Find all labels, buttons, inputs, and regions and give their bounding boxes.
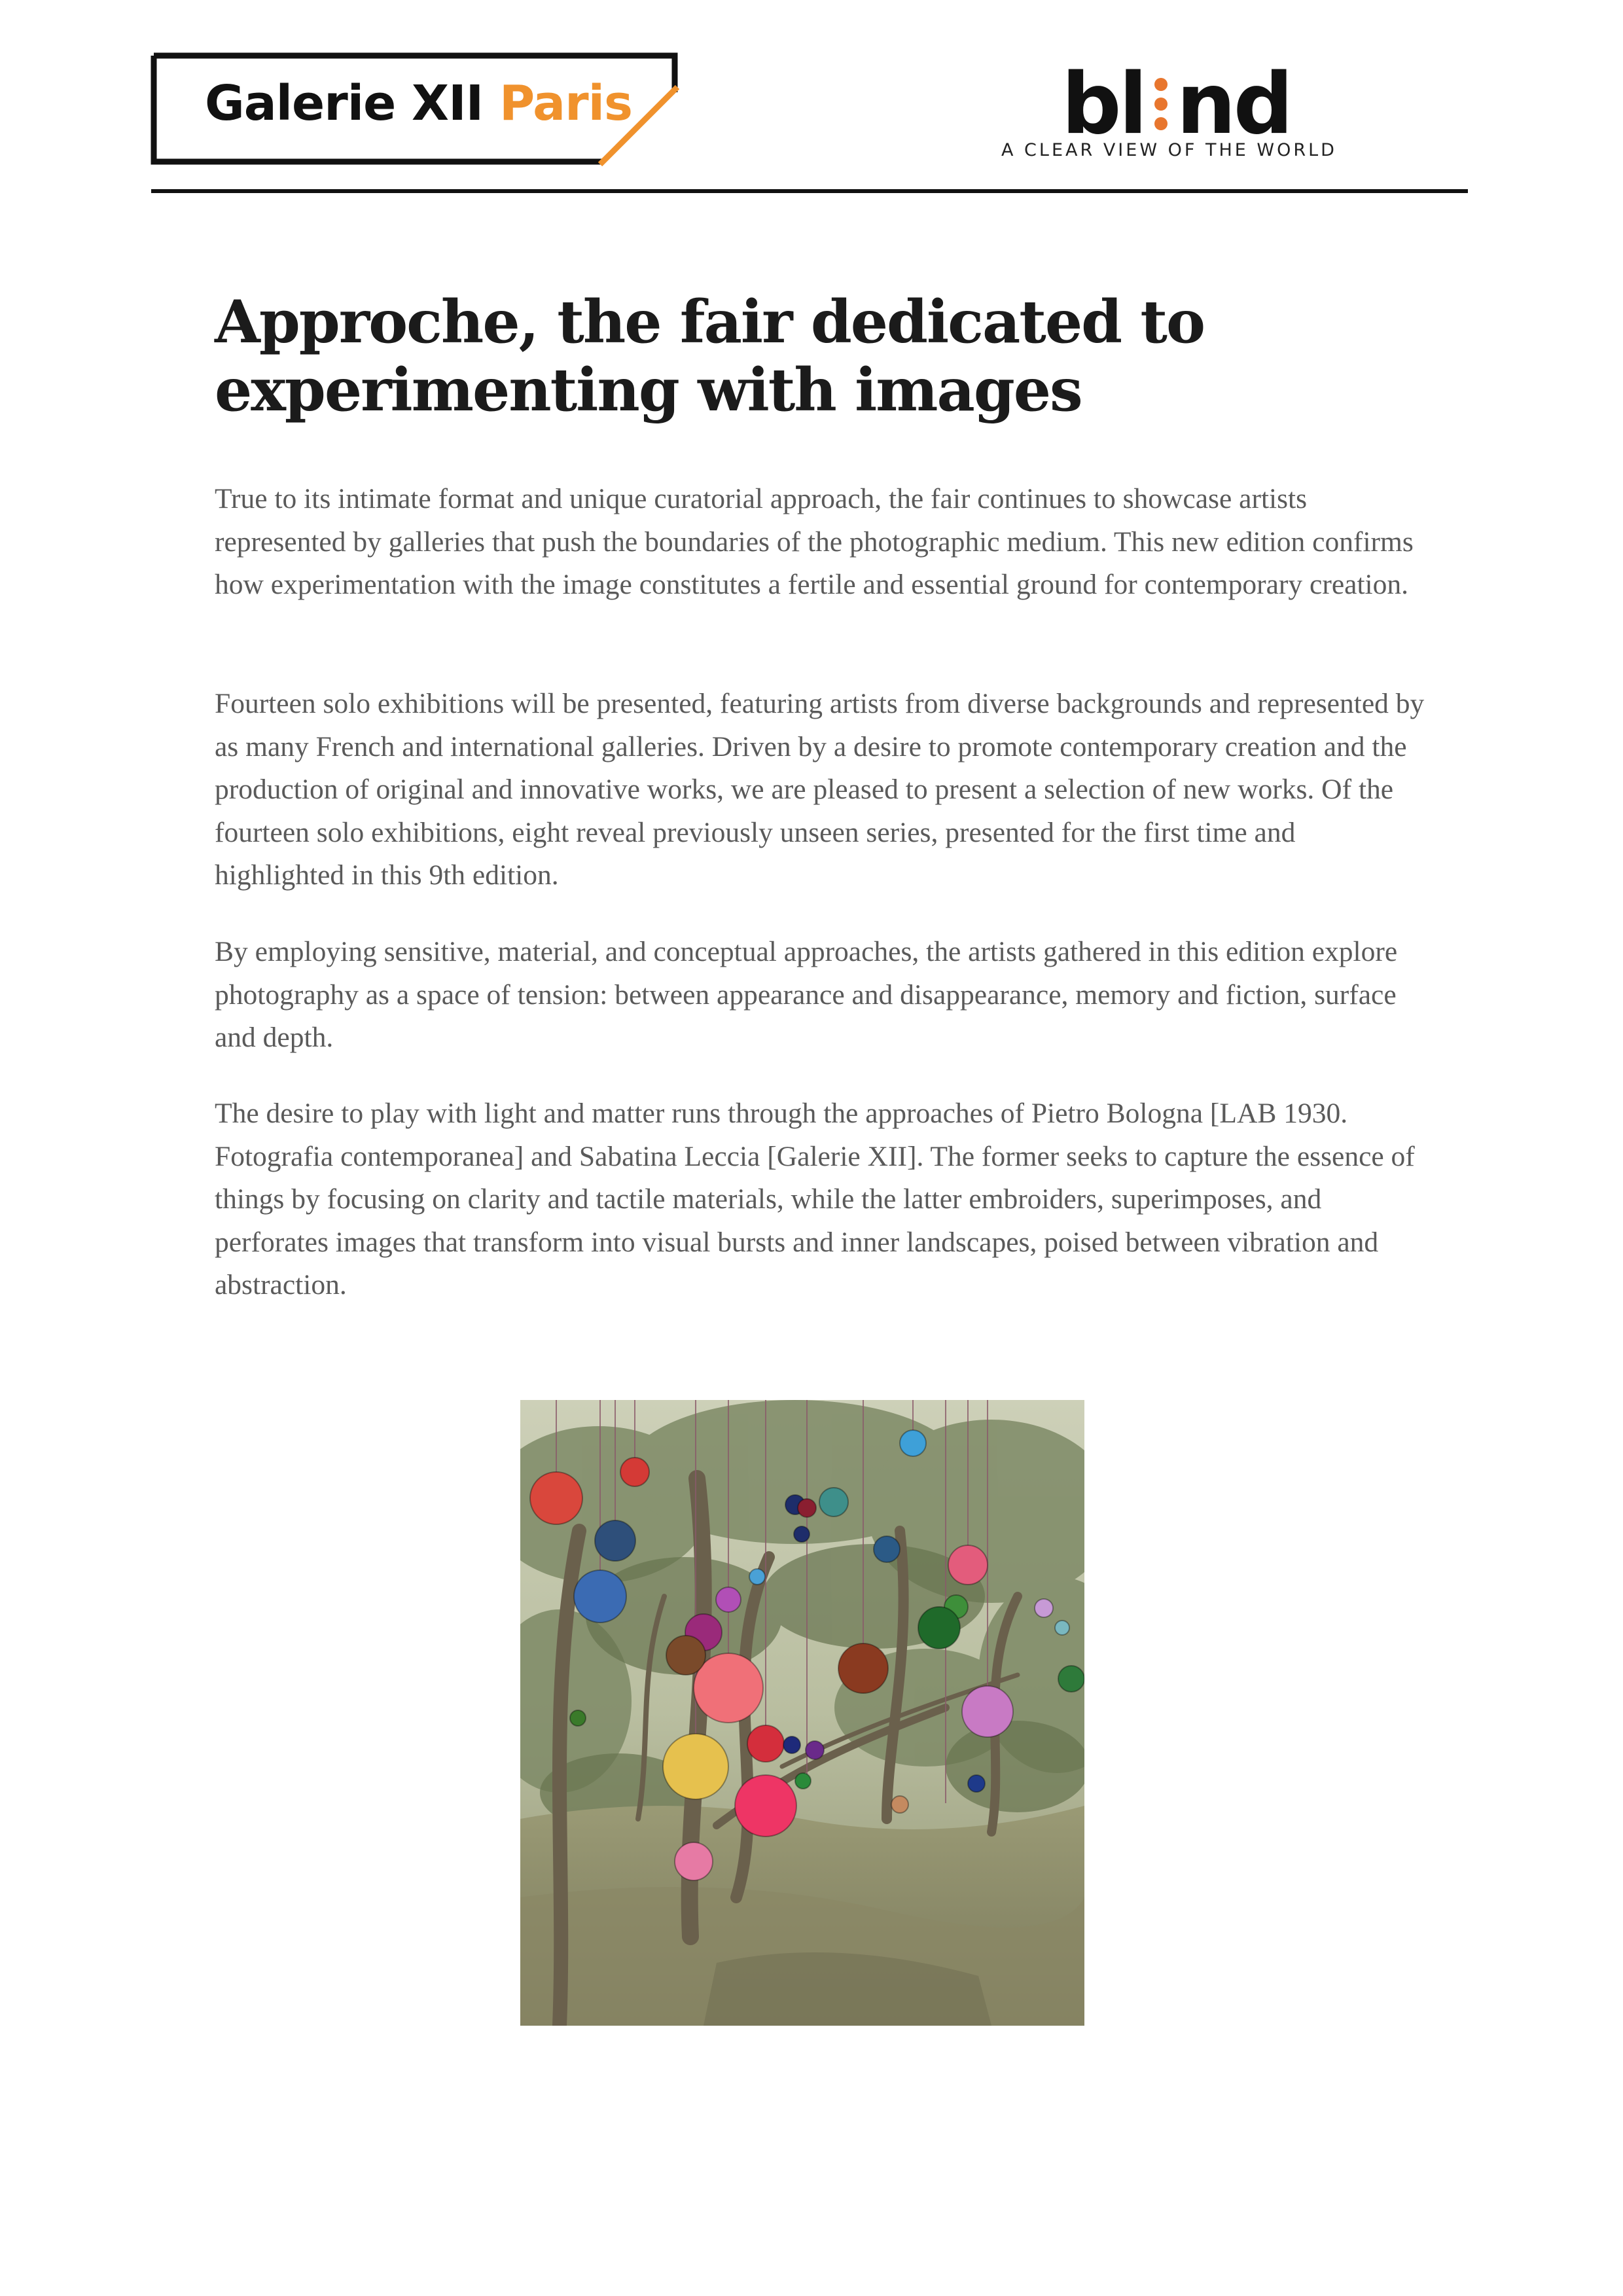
artwork-image — [520, 1400, 1084, 2026]
embroidered-forest-icon — [520, 1400, 1084, 2026]
blind-logo-wordmark: bl nd — [1061, 56, 1291, 153]
galerie-logo-text — [205, 75, 633, 132]
article-paragraph: True to its intimate format and unique curatorial approach, the fair continues to showcase artists represented by galleries that push the boundaries of the photographic medium. This new edition confirms how experimentation with the image constitutes a fertile and essential ground for contemporary creation. — [215, 483, 1414, 600]
blind-dots-icon — [1147, 74, 1175, 137]
blind-logo — [1001, 56, 1337, 168]
galerie-logo-city: Paris — [499, 75, 633, 132]
article-paragraph: The desire to play with light and matter runs through the approaches of Pietro Bologna [LAB 1930. Fotografia contemporanea] and Sabatina Leccia [Galerie XII]. The former seeks to capture the essence of things by focusing on clarity and tactile materials, while the latter embroiders, superimposes, and perforates images that transform into visual bursts and inner landscapes, poised between vibration and abstraction. — [215, 1098, 1415, 1300]
galerie-logo-name: Galerie XII — [205, 75, 484, 132]
header-divider — [151, 189, 1468, 193]
article-paragraph: Fourteen solo exhibitions will be presented, featuring artists from diverse backgrounds and represented by as many French and international galleries. Driven by a desire to promote contemporary creation and the production of original and innovative works, we are pleased to present a selection of new works. Of the fourteen solo exhibitions, eight reveal previously unseen series, presented for the first time and highlighted in this 9th edition. — [215, 688, 1425, 891]
blind-tagline: A CLEAR VIEW OF THE WORLD — [1001, 140, 1337, 160]
article-title: Approche, the fair dedicated to experimenting with images — [215, 287, 1204, 425]
galerie-xii-logo — [151, 53, 680, 164]
article-paragraph: By employing sensitive, material, and conceptual approaches, the artists gathered in this edition explore photography as a space of tension: between appearance and disappearance, memory and fiction, surface and depth. — [215, 936, 1398, 1053]
